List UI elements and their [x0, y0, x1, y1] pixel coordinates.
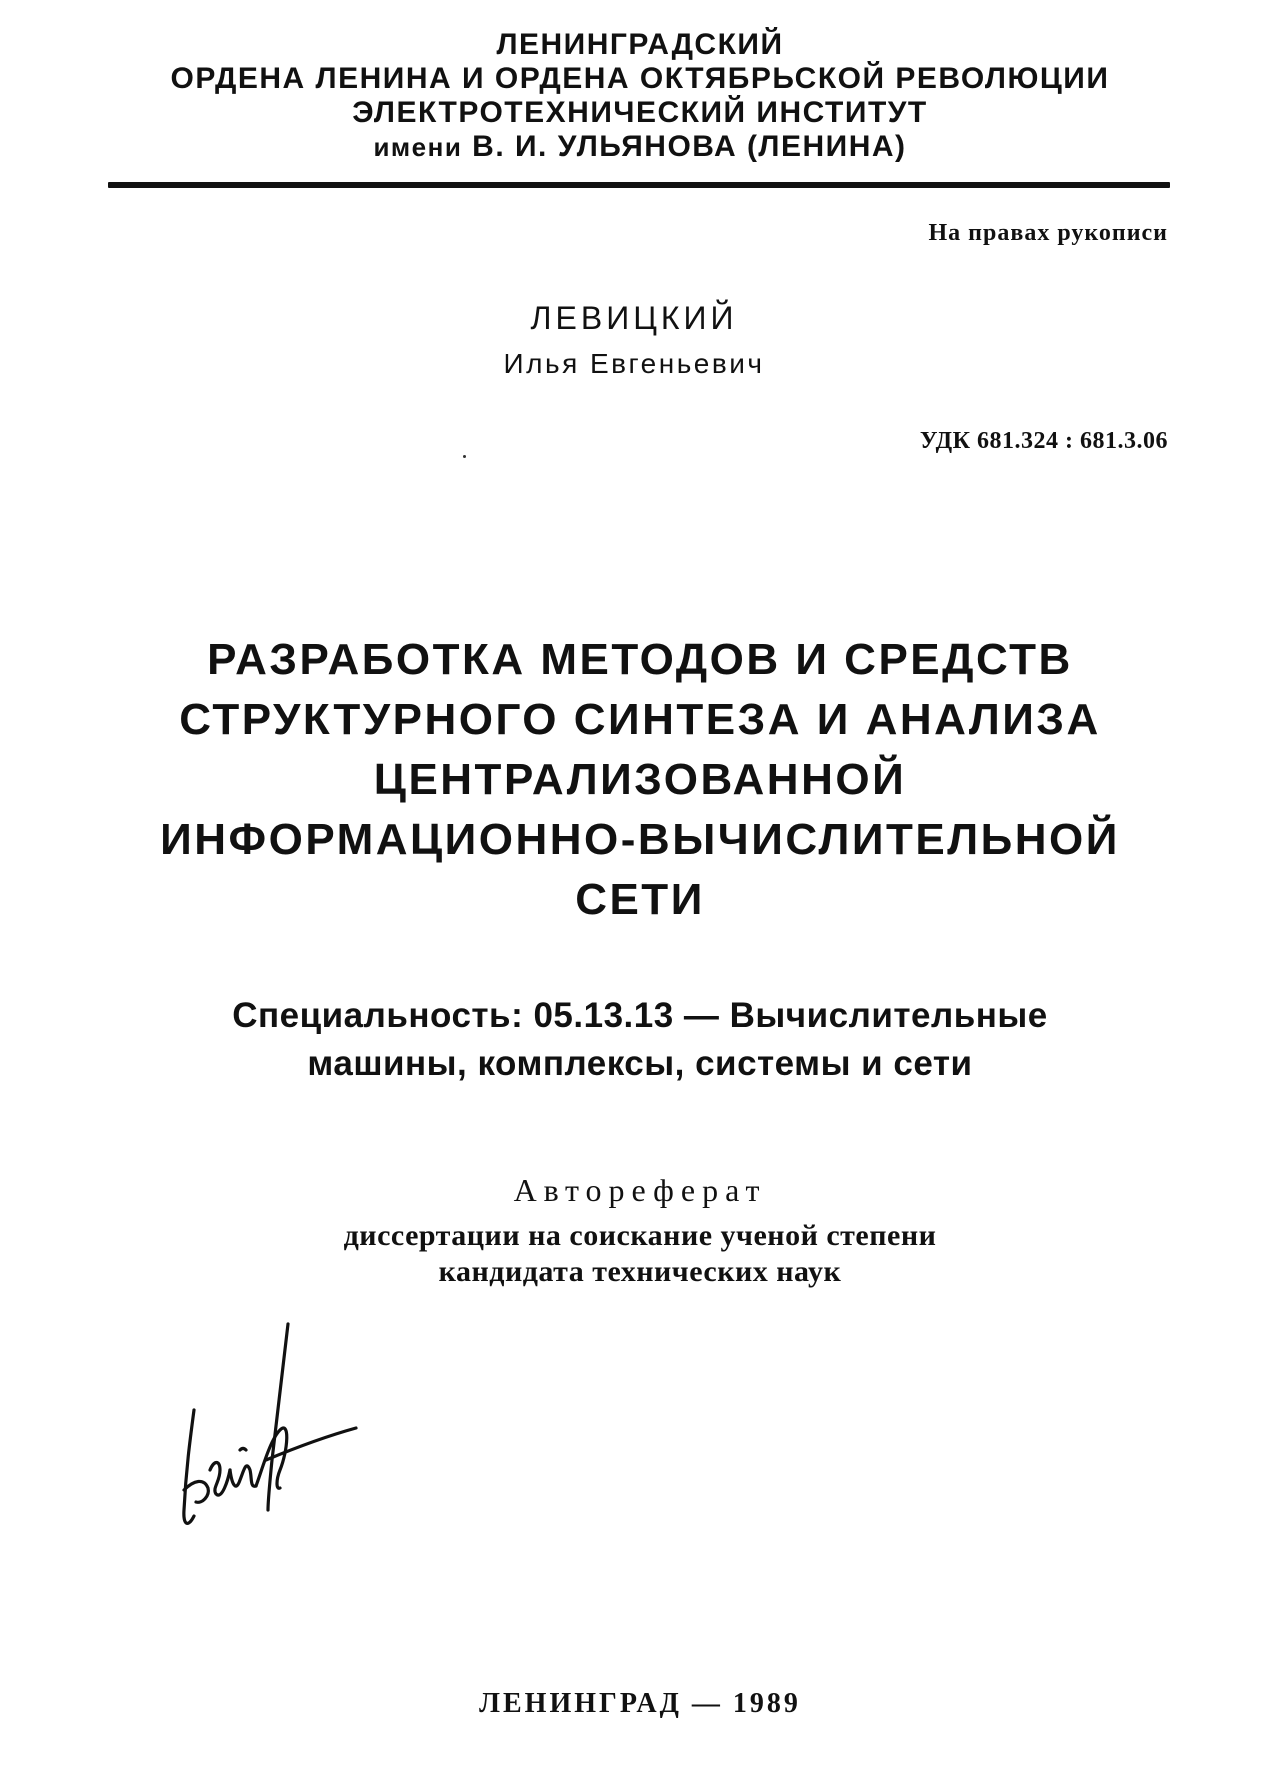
- title-line: ИНФОРМАЦИОННО-ВЫЧИСЛИТЕЛЬНОЙ: [160, 815, 1120, 864]
- abstract-line-2: кандидата технических наук: [438, 1255, 842, 1288]
- institute-line-1: ЛЕНИНГРАДСКИЙ: [496, 28, 784, 61]
- abstract-label: Автореферат: [513, 1172, 767, 1208]
- dissertation-title: [0, 630, 1280, 930]
- header-divider: [108, 182, 1170, 188]
- specialty-line-1: Специальность: 05.13.13 — Вычислительные: [232, 996, 1048, 1035]
- institute-line-4: [0, 130, 1280, 164]
- title-line: СЕТИ: [575, 875, 705, 924]
- institute-header: [0, 28, 1280, 164]
- abstract-line-1: диссертации на соискание ученой степени: [343, 1219, 937, 1252]
- author-surname: ЛЕВИЦКИЙ: [530, 300, 738, 336]
- institute-line-4-prefix: имени: [373, 132, 463, 162]
- institute-line-4-rest: В. И. УЛЬЯНОВА (ЛЕНИНА): [472, 130, 907, 163]
- specialty-line-2: машины, комплексы, системы и сети: [307, 1044, 973, 1083]
- institute-line-2: ОРДЕНА ЛЕНИНА И ОРДЕНА ОКТЯБРЬСКОЙ РЕВОЛЮЦИИ: [170, 62, 1110, 95]
- rights-note: На правах рукописи: [928, 220, 1168, 246]
- title-line: РАЗРАБОТКА МЕТОДОВ И СРЕДСТВ: [207, 635, 1073, 684]
- speck-dot: [463, 455, 466, 458]
- udk-code: УДК 681.324 : 681.3.06: [919, 428, 1168, 454]
- abstract-description: [0, 1218, 1280, 1290]
- institute-line-3: ЭЛЕКТРОТЕХНИЧЕСКИЙ ИНСТИТУТ: [352, 96, 928, 129]
- author-name: Илья Евгеньевич: [503, 348, 765, 379]
- footer-city-year: ЛЕНИНГРАД — 1989: [479, 1688, 801, 1719]
- title-line: ЦЕНТРАЛИЗОВАННОЙ: [373, 755, 907, 804]
- specialty: [0, 992, 1280, 1088]
- handwritten-signature: [180, 1320, 370, 1540]
- title-line: СТРУКТУРНОГО СИНТЕЗА И АНАЛИЗА: [179, 695, 1101, 744]
